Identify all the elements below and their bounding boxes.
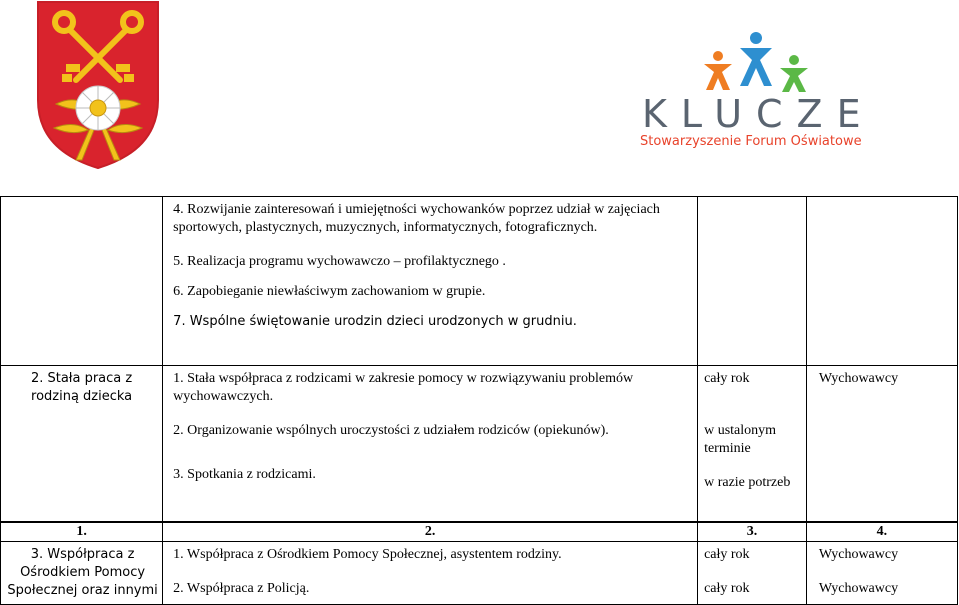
term-item: cały rok: [704, 547, 750, 562]
table-cell-tasks: [163, 366, 698, 523]
table-cell-term: [698, 366, 807, 523]
task-item: 5. Realizacja programu wychowawczo – profilaktycznego .: [173, 254, 506, 269]
responsible-item: Wychowawcy: [818, 581, 899, 596]
task-item: 7. Wspólne świętowanie urodzin dzieci urodzonych w grudniu.: [173, 314, 577, 329]
plan-table-lower: [0, 521, 958, 605]
table-cell-tasks: [163, 197, 698, 366]
task-item: 2. Organizowanie wspólnych uroczystości z udziałem rodziców (opiekunów).: [173, 423, 609, 438]
klucze-logo: [636, 30, 875, 160]
column-header: 1.: [1, 522, 163, 542]
people-figures-icon: [636, 30, 866, 94]
term-item: w razie potrzeb: [704, 475, 791, 490]
table-cell-term: [698, 197, 807, 366]
table-cell-term: [698, 542, 807, 605]
plan-table-upper: [0, 196, 958, 523]
term-item: cały rok: [704, 581, 750, 596]
term-item: cały rok: [704, 371, 750, 386]
municipal-crest-icon: [36, 0, 160, 170]
table-cell-responsible: [806, 542, 957, 605]
table-cell-responsible: Wychowawcy: [806, 366, 957, 523]
responsible-item: Wychowawcy: [818, 547, 899, 562]
term-item: w ustalonym terminie: [704, 423, 777, 456]
table-row: [1, 197, 958, 366]
table-row: [1, 366, 958, 523]
table-cell-area: [1, 197, 163, 366]
table-cell-responsible: [806, 197, 957, 366]
column-header: 2.: [163, 522, 698, 542]
column-header: 4.: [806, 522, 957, 542]
task-item: 1. Współpraca z Ośrodkiem Pomocy Społecznej, asystentem rodziny.: [173, 547, 562, 562]
logo-wordmark: KLUCZE: [642, 92, 875, 136]
column-header: 3.: [698, 522, 807, 542]
task-item: 4. Rozwijanie zainteresowań i umiejętności wychowanków poprzez udział w zajęciach sportowych, plastycznych, muzycznych, informatycznych, fotograficznych.: [173, 202, 660, 235]
table-row: [1, 542, 958, 605]
task-item: 2. Współpraca z Policją.: [173, 581, 310, 596]
logo-subtitle: Stowarzyszenie Forum Oświatowe: [640, 134, 862, 149]
table-header-row: [1, 522, 958, 542]
table-cell-area: 3. Współpraca z Ośrodkiem Pomocy Społecznej oraz innymi: [1, 542, 163, 605]
task-item: 6. Zapobieganie niewłaściwym zachowaniom w grupie.: [173, 284, 486, 299]
table-cell-area: 2. Stała praca z rodziną dziecka: [1, 366, 163, 523]
task-item: 1. Stała współpraca z rodzicami w zakresie pomocy w rozwiązywaniu problemów wychowawczych.: [173, 371, 634, 404]
task-item: 3. Spotkania z rodzicami.: [173, 467, 316, 482]
table-cell-tasks: [163, 542, 698, 605]
